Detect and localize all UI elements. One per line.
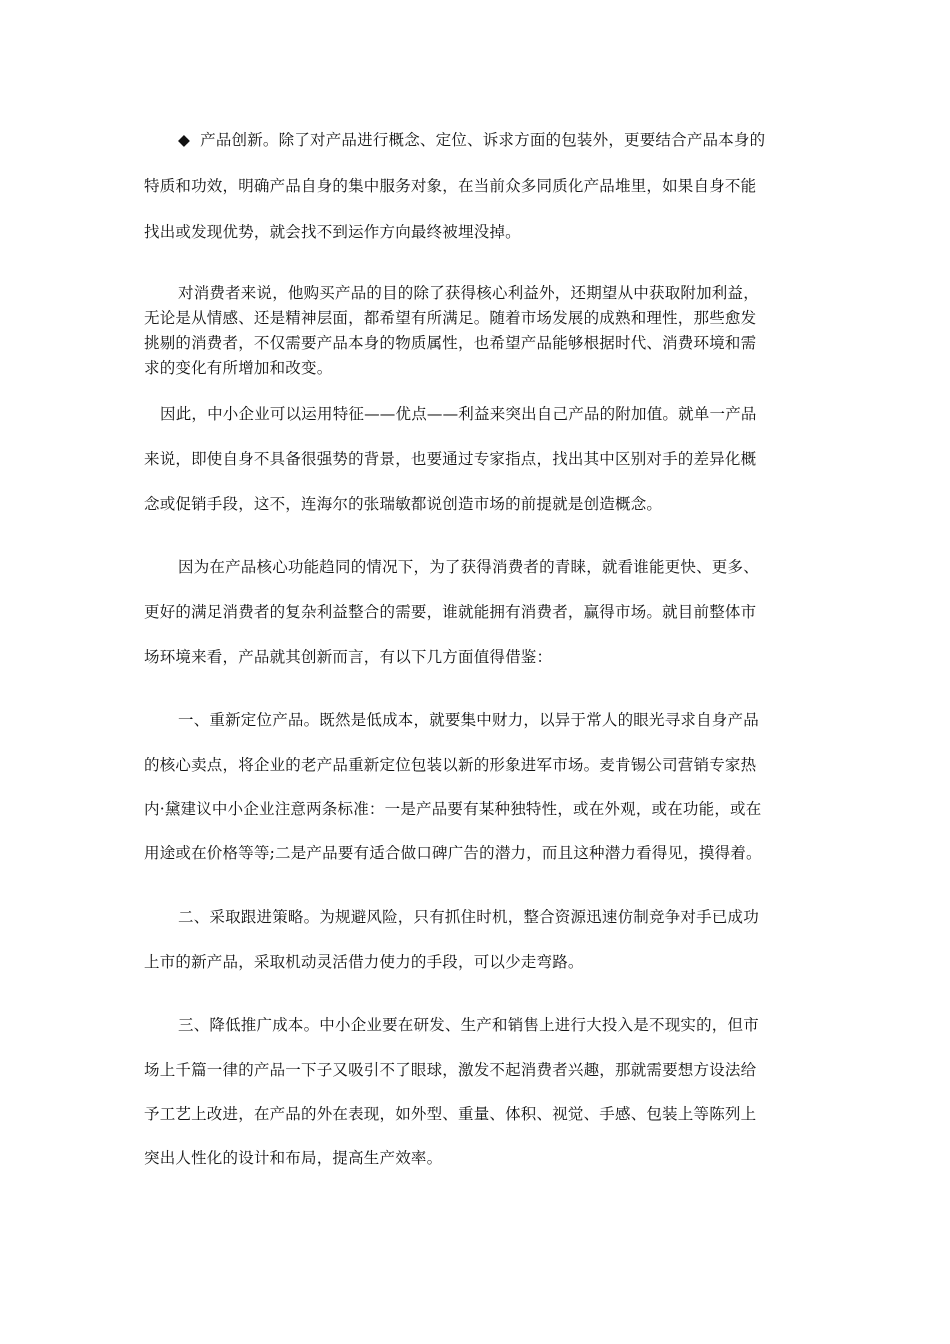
paragraph-5-line-4: 用途或在价格等等;二是产品要有适合做口碑广告的潜力，而且这种潜力看得见，摸得着。	[144, 844, 762, 862]
paragraph-text: 产品创新。除了对产品进行概念、定位、诉求方面的包装外，更要结合产品本身的	[200, 131, 766, 149]
paragraph-1-line-3: 找出或发现优势，就会找不到运作方向最终被埋没掉。	[144, 223, 521, 241]
paragraph-6-line-2: 上市的新产品，采取机动灵活借力使力的手段，可以少走弯路。	[144, 953, 584, 971]
paragraph-7-line-2: 场上千篇一律的产品一下子又吸引不了眼球，激发不起消费者兴趣，那就需要想方设法给	[144, 1061, 757, 1079]
paragraph-2-line-3: 挑剔的消费者，不仅需要产品本身的物质属性，也希望产品能够根据时代、消费环境和需	[144, 334, 757, 352]
paragraph-7-line-4: 突出人性化的设计和布局，提高生产效率。	[144, 1149, 443, 1167]
diamond-bullet-icon: ◆	[178, 131, 191, 149]
paragraph-4-line-1: 因为在产品核心功能趋同的情况下，为了获得消费者的青睐，就看谁能更快、更多、	[178, 558, 759, 576]
paragraph-5-line-3: 内·黛建议中小企业注意两条标准：一是产品要有某种独特性，或在外观，或在功能，或在	[144, 800, 762, 818]
paragraph-5-line-2: 的核心卖点，将企业的老产品重新定位包装以新的形象进军市场。麦肯锡公司营销专家热	[144, 756, 757, 774]
paragraph-6-line-1: 二、采取跟进策略。为规避风险，只有抓住时机，整合资源迅速仿制竞争对手已成功	[178, 908, 759, 926]
paragraph-3-line-3: 念或促销手段，这不，连海尔的张瑞敏都说创造市场的前提就是创造概念。	[144, 495, 663, 513]
paragraph-4-line-3: 场环境来看，产品就其创新而言，有以下几方面值得借鉴：	[144, 648, 553, 666]
paragraph-2-line-1: 对消费者来说，他购买产品的目的除了获得核心利益外，还期望从中获取附加利益，	[178, 284, 759, 302]
paragraph-2-line-2: 无论是从情感、还是精神层面，都希望有所满足。随着市场发展的成熟和理性，那些愈发	[144, 309, 757, 327]
paragraph-2-line-4: 求的变化有所增加和改变。	[144, 359, 333, 377]
paragraph-1-line-1	[178, 128, 765, 150]
paragraph-7-line-3: 予工艺上改进，在产品的外在表现，如外型、重量、体积、视觉、手感、包装上等陈列上	[144, 1105, 757, 1123]
paragraph-7-line-1: 三、降低推广成本。中小企业要在研发、生产和销售上进行大投入是不现实的，但市	[178, 1016, 759, 1034]
paragraph-4-line-2: 更好的满足消费者的复杂利益整合的需要，谁就能拥有消费者，赢得市场。就目前整体市	[144, 603, 757, 621]
paragraph-1-line-2: 特质和功效，明确产品自身的集中服务对象，在当前众多同质化产品堆里，如果自身不能	[144, 177, 757, 195]
paragraph-3-line-2: 来说，即使自身不具备很强势的背景，也要通过专家指点，找出其中区别对手的差异化概	[144, 450, 757, 468]
paragraph-3-line-1: 因此，中小企业可以运用特征——优点——利益来突出自己产品的附加值。就单一产品	[160, 405, 757, 423]
paragraph-5-line-1: 一、重新定位产品。既然是低成本，就要集中财力，以异于常人的眼光寻求自身产品	[178, 711, 759, 729]
